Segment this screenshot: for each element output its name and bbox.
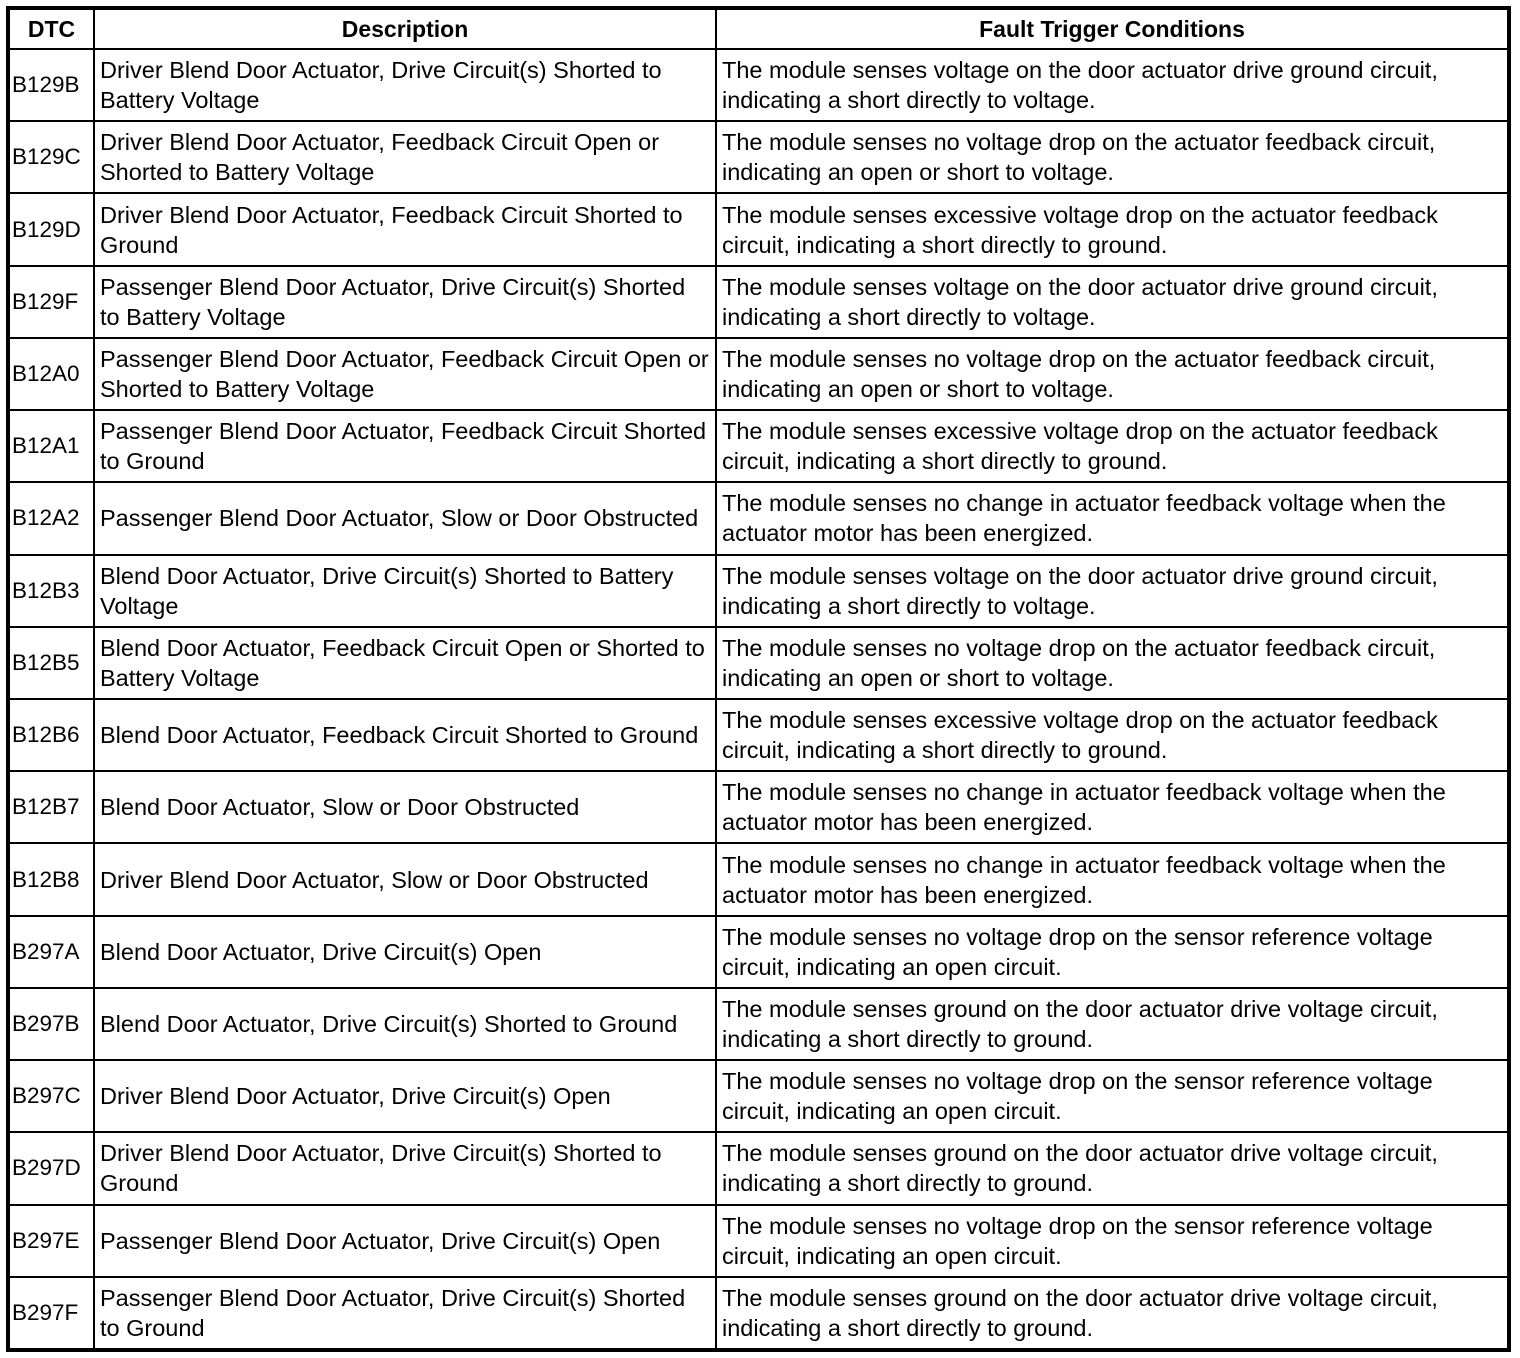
fault-trigger-conditions: The module senses no change in actuator feedback voltage when the actuator motor has been energized. <box>716 843 1509 915</box>
dtc-description: Passenger Blend Door Actuator, Feedback Circuit Shorted to Ground <box>94 410 716 482</box>
dtc-code: B297E <box>8 1205 94 1277</box>
dtc-code: B297B <box>8 988 94 1060</box>
fault-trigger-conditions: The module senses no voltage drop on the actuator feedback circuit, indicating an open or short to voltage. <box>716 121 1509 193</box>
fault-trigger-conditions: The module senses no voltage drop on the actuator feedback circuit, indicating an open or short to voltage. <box>716 627 1509 699</box>
dtc-description: Blend Door Actuator, Drive Circuit(s) Shorted to Battery Voltage <box>94 555 716 627</box>
fault-trigger-conditions: The module senses excessive voltage drop on the actuator feedback circuit, indicating a short directly to ground. <box>716 410 1509 482</box>
dtc-description: Driver Blend Door Actuator, Slow or Door Obstructed <box>94 843 716 915</box>
dtc-description: Passenger Blend Door Actuator, Slow or Door Obstructed <box>94 482 716 554</box>
header-dtc: DTC <box>8 8 94 49</box>
table-row <box>8 1277 1509 1350</box>
fault-trigger-conditions: The module senses no voltage drop on the sensor reference voltage circuit, indicating an open circuit. <box>716 916 1509 988</box>
dtc-description: Blend Door Actuator, Feedback Circuit Open or Shorted to Battery Voltage <box>94 627 716 699</box>
dtc-code: B297C <box>8 1060 94 1132</box>
dtc-code: B12B8 <box>8 843 94 915</box>
fault-trigger-conditions: The module senses voltage on the door actuator drive ground circuit, indicating a short directly to voltage. <box>716 49 1509 121</box>
table-body <box>8 49 1509 1350</box>
table-row <box>8 121 1509 193</box>
table-row <box>8 410 1509 482</box>
table-row <box>8 49 1509 121</box>
table-header <box>8 8 1509 49</box>
dtc-description: Driver Blend Door Actuator, Drive Circuit(s) Shorted to Battery Voltage <box>94 49 716 121</box>
fault-trigger-conditions: The module senses voltage on the door actuator drive ground circuit, indicating a short directly to voltage. <box>716 266 1509 338</box>
dtc-description: Passenger Blend Door Actuator, Drive Circuit(s) Shorted to Battery Voltage <box>94 266 716 338</box>
fault-trigger-conditions: The module senses excessive voltage drop on the actuator feedback circuit, indicating a short directly to ground. <box>716 193 1509 265</box>
dtc-code: B297F <box>8 1277 94 1350</box>
dtc-code: B12A1 <box>8 410 94 482</box>
dtc-description: Driver Blend Door Actuator, Feedback Circuit Shorted to Ground <box>94 193 716 265</box>
table-row <box>8 193 1509 265</box>
dtc-code: B12B5 <box>8 627 94 699</box>
dtc-code: B12A0 <box>8 338 94 410</box>
dtc-code: B129C <box>8 121 94 193</box>
dtc-description: Blend Door Actuator, Drive Circuit(s) Open <box>94 916 716 988</box>
fault-trigger-conditions: The module senses no voltage drop on the sensor reference voltage circuit, indicating an open circuit. <box>716 1060 1509 1132</box>
dtc-code: B297D <box>8 1132 94 1204</box>
table-row <box>8 1205 1509 1277</box>
table-row <box>8 916 1509 988</box>
dtc-code: B12B6 <box>8 699 94 771</box>
fault-trigger-conditions: The module senses ground on the door actuator drive voltage circuit, indicating a short directly to ground. <box>716 1277 1509 1350</box>
dtc-description: Passenger Blend Door Actuator, Drive Circuit(s) Shorted to Ground <box>94 1277 716 1350</box>
dtc-table <box>6 6 1511 1352</box>
table-row <box>8 771 1509 843</box>
dtc-code: B129D <box>8 193 94 265</box>
header-conditions: Fault Trigger Conditions <box>716 8 1509 49</box>
dtc-code: B12B3 <box>8 555 94 627</box>
dtc-code: B129B <box>8 49 94 121</box>
fault-trigger-conditions: The module senses voltage on the door actuator drive ground circuit, indicating a short directly to voltage. <box>716 555 1509 627</box>
table-row <box>8 266 1509 338</box>
dtc-description: Driver Blend Door Actuator, Drive Circuit(s) Shorted to Ground <box>94 1132 716 1204</box>
dtc-description: Passenger Blend Door Actuator, Drive Circuit(s) Open <box>94 1205 716 1277</box>
dtc-code: B12A2 <box>8 482 94 554</box>
dtc-description: Passenger Blend Door Actuator, Feedback Circuit Open or Shorted to Battery Voltage <box>94 338 716 410</box>
table-row <box>8 988 1509 1060</box>
table-row <box>8 482 1509 554</box>
fault-trigger-conditions: The module senses no change in actuator feedback voltage when the actuator motor has been energized. <box>716 482 1509 554</box>
fault-trigger-conditions: The module senses no change in actuator feedback voltage when the actuator motor has been energized. <box>716 771 1509 843</box>
fault-trigger-conditions: The module senses no voltage drop on the actuator feedback circuit, indicating an open or short to voltage. <box>716 338 1509 410</box>
table-row <box>8 1132 1509 1204</box>
dtc-description: Driver Blend Door Actuator, Feedback Circuit Open or Shorted to Battery Voltage <box>94 121 716 193</box>
fault-trigger-conditions: The module senses ground on the door actuator drive voltage circuit, indicating a short directly to ground. <box>716 988 1509 1060</box>
table-row <box>8 627 1509 699</box>
fault-trigger-conditions: The module senses excessive voltage drop on the actuator feedback circuit, indicating a short directly to ground. <box>716 699 1509 771</box>
header-description: Description <box>94 8 716 49</box>
dtc-code: B129F <box>8 266 94 338</box>
fault-trigger-conditions: The module senses no voltage drop on the sensor reference voltage circuit, indicating an open circuit. <box>716 1205 1509 1277</box>
fault-trigger-conditions: The module senses ground on the door actuator drive voltage circuit, indicating a short directly to ground. <box>716 1132 1509 1204</box>
table-row <box>8 1060 1509 1132</box>
table-row <box>8 699 1509 771</box>
dtc-description: Blend Door Actuator, Feedback Circuit Shorted to Ground <box>94 699 716 771</box>
table-row <box>8 843 1509 915</box>
table-row <box>8 555 1509 627</box>
dtc-code: B297A <box>8 916 94 988</box>
table-row <box>8 338 1509 410</box>
dtc-description: Blend Door Actuator, Drive Circuit(s) Shorted to Ground <box>94 988 716 1060</box>
header-row <box>8 8 1509 49</box>
dtc-code: B12B7 <box>8 771 94 843</box>
dtc-description: Driver Blend Door Actuator, Drive Circuit(s) Open <box>94 1060 716 1132</box>
dtc-description: Blend Door Actuator, Slow or Door Obstructed <box>94 771 716 843</box>
